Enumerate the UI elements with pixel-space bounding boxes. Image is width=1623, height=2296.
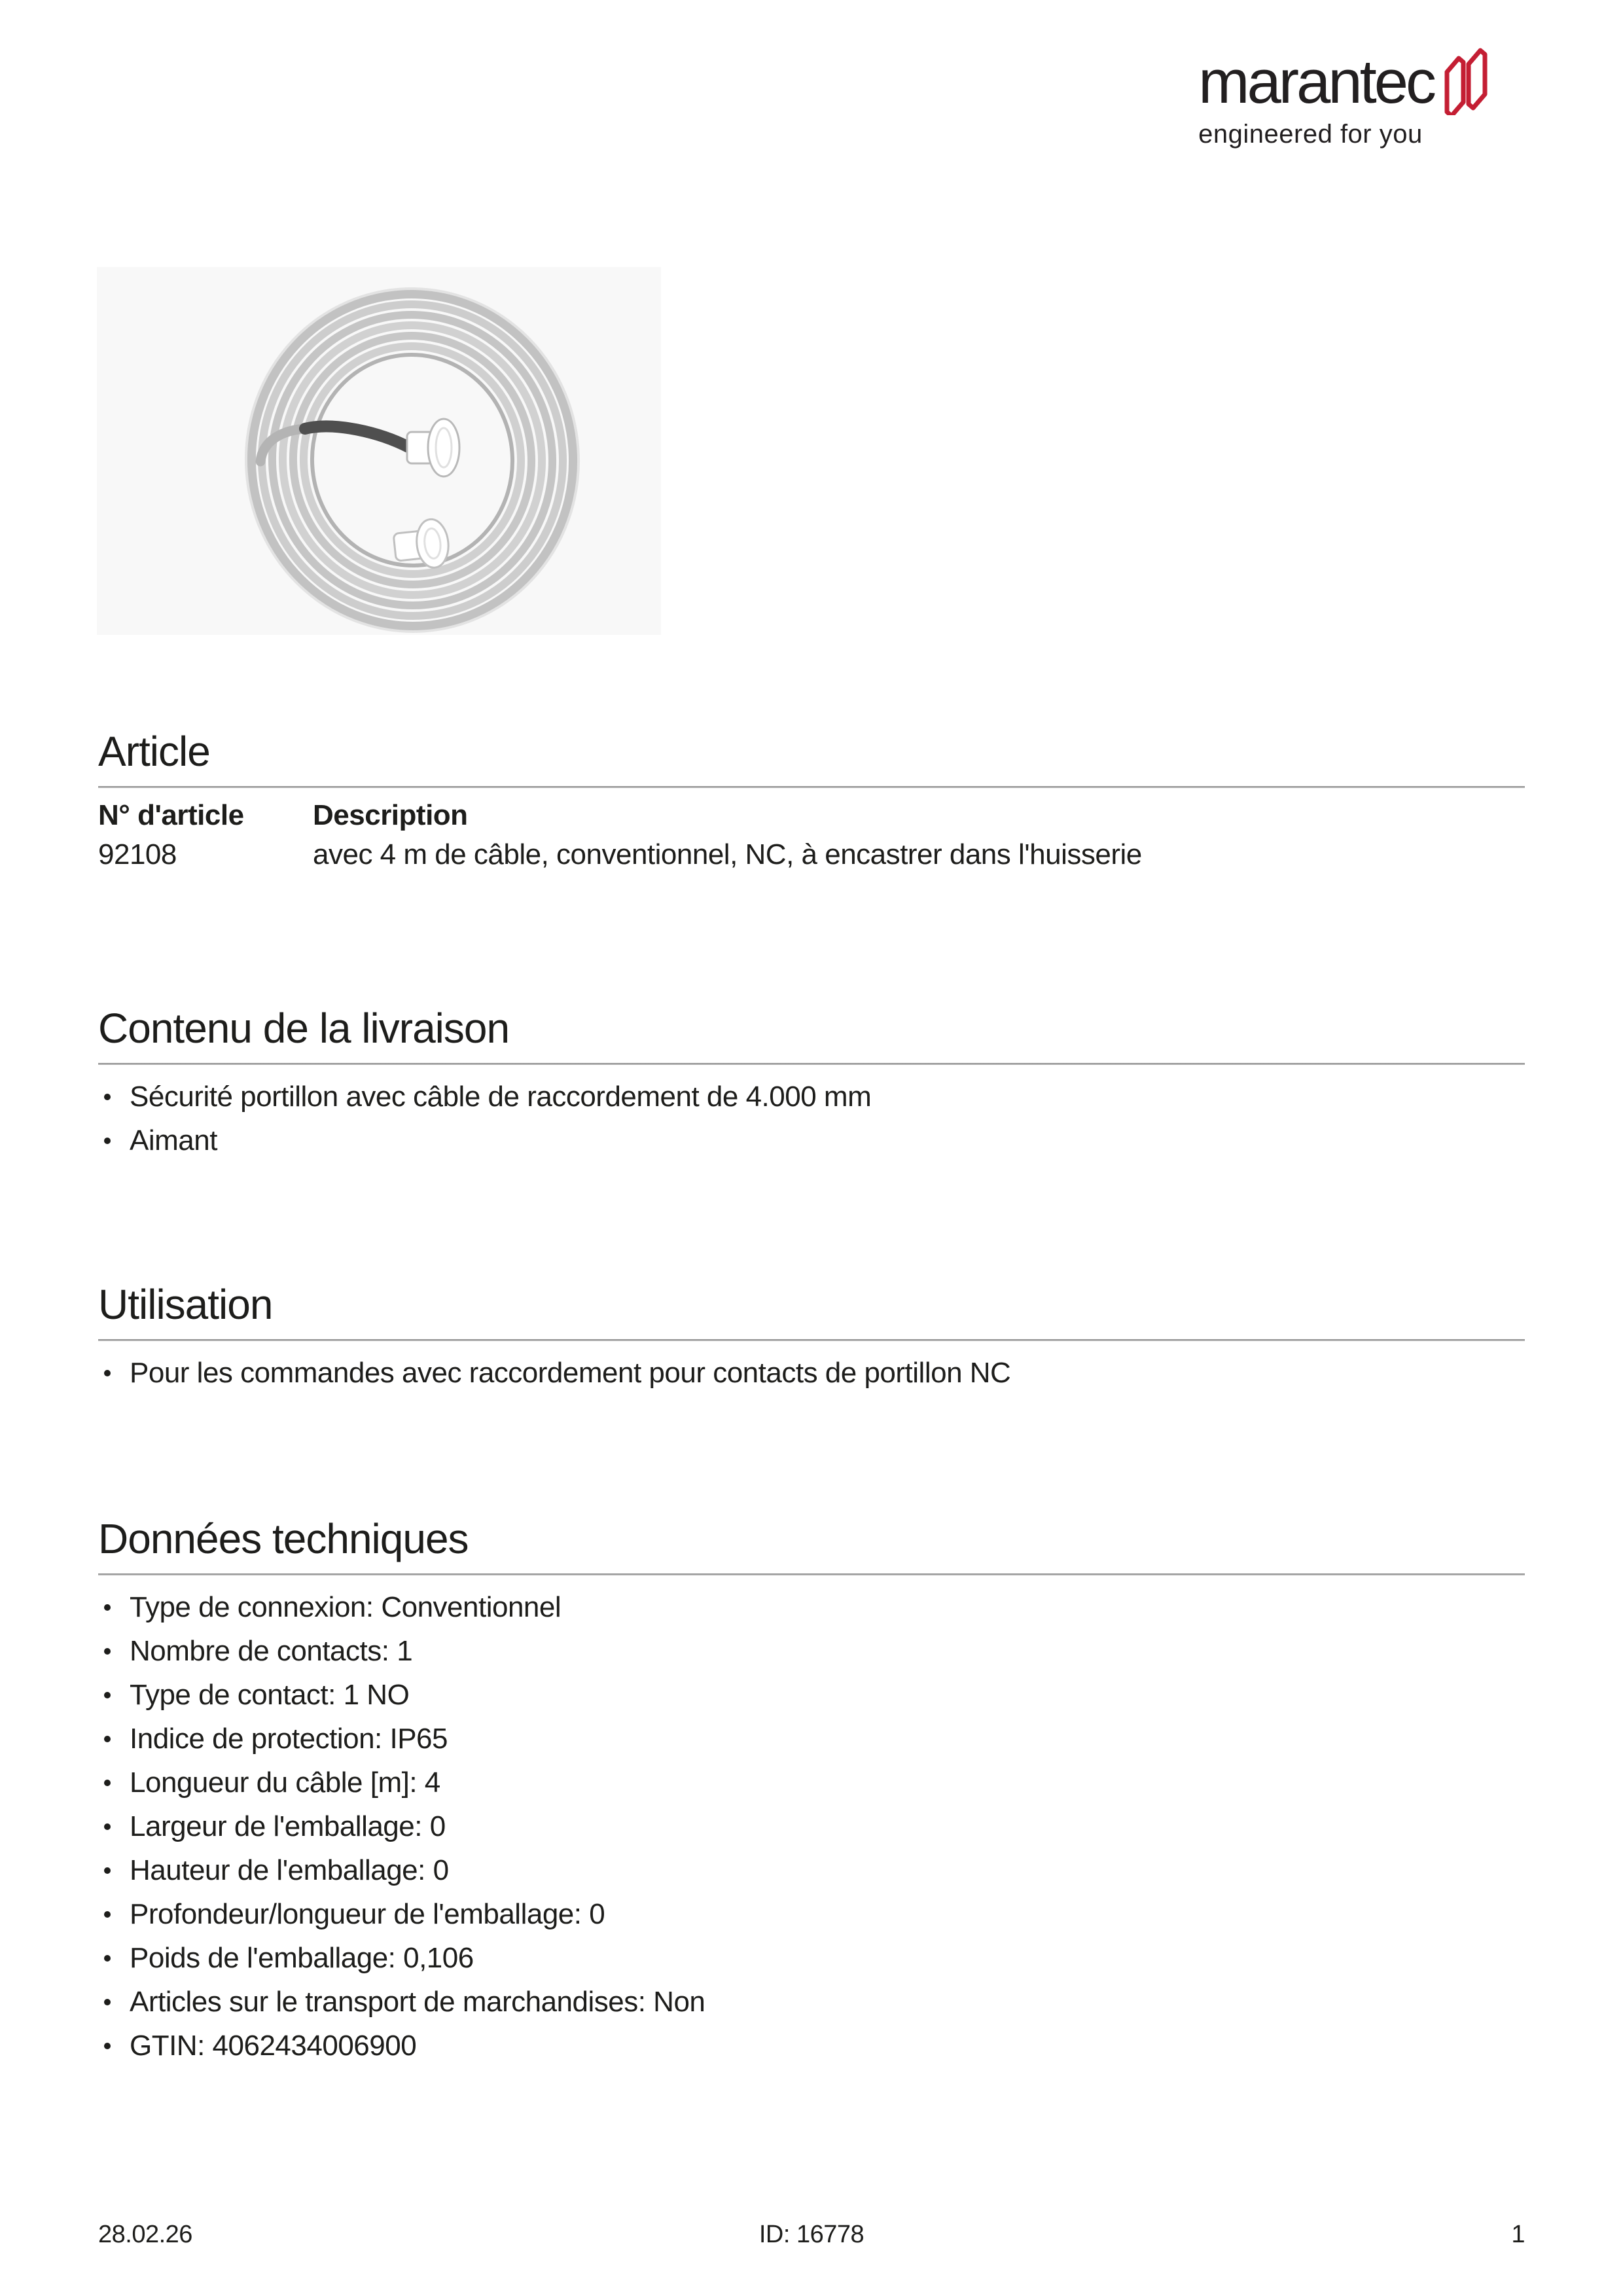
footer-document-id: ID: 16778: [758, 2221, 865, 2248]
usage-items-list: [98, 1351, 1525, 1395]
list-item: Longueur du câble [m]: 4: [98, 1761, 1525, 1804]
section-title-delivery: Contenu de la livraison: [98, 1005, 510, 1052]
list-item: Sécurité portillon avec câble de raccordement de 4.000 mm: [98, 1075, 1525, 1119]
list-item: Type de contact: 1 NO: [98, 1673, 1525, 1717]
section-divider: [98, 786, 1525, 788]
brand-tagline: engineered for you: [1198, 120, 1423, 149]
section-divider: [98, 1063, 1525, 1065]
section-article: [98, 730, 1525, 874]
list-item: Articles sur le transport de marchandises: Non: [98, 1980, 1525, 2024]
article-description-value: avec 4 m de câble, conventionnel, NC, à encastrer dans l'huisserie: [313, 838, 1142, 870]
marantec-logo-icon: [1444, 47, 1488, 118]
list-item: Indice de protection: IP65: [98, 1717, 1525, 1761]
section-divider: [98, 1573, 1525, 1575]
delivery-items-list: [98, 1075, 1525, 1162]
article-number-header: N° d'article: [98, 799, 244, 831]
list-item: Profondeur/longueur de l'emballage: 0: [98, 1892, 1525, 1936]
technical-data-list: [98, 1585, 1525, 2068]
section-delivery-content: [98, 1007, 1525, 1162]
article-description-header: Description: [313, 799, 468, 831]
list-item: Nombre de contacts: 1: [98, 1629, 1525, 1673]
section-divider: [98, 1339, 1525, 1341]
list-item: Type de connexion: Conventionnel: [98, 1585, 1525, 1629]
list-item: Hauteur de l'emballage: 0: [98, 1848, 1525, 1892]
list-item: Poids de l'emballage: 0,106: [98, 1936, 1525, 1980]
section-technical-data: [98, 1517, 1525, 2068]
article-table-header: [98, 796, 1525, 835]
list-item: GTIN: 4062434006900: [98, 2024, 1525, 2068]
article-table-row: [98, 835, 1525, 874]
section-title-technical-data: Données techniques: [98, 1515, 469, 1562]
footer-page-number: 1: [1511, 2221, 1525, 2248]
section-usage: [98, 1283, 1525, 1395]
list-item: Pour les commandes avec raccordement pour contacts de portillon NC: [98, 1351, 1525, 1395]
article-number-value: 92108: [98, 838, 177, 870]
footer-date: 28.02.26: [98, 2221, 192, 2248]
section-title-usage: Utilisation: [98, 1281, 273, 1328]
product-photo: [97, 267, 661, 635]
list-item: Largeur de l'emballage: 0: [98, 1804, 1525, 1848]
brand-logo: [1198, 47, 1488, 149]
section-title-article: Article: [98, 728, 210, 775]
list-item: Aimant: [98, 1119, 1525, 1162]
brand-wordmark: marantec: [1198, 47, 1434, 116]
